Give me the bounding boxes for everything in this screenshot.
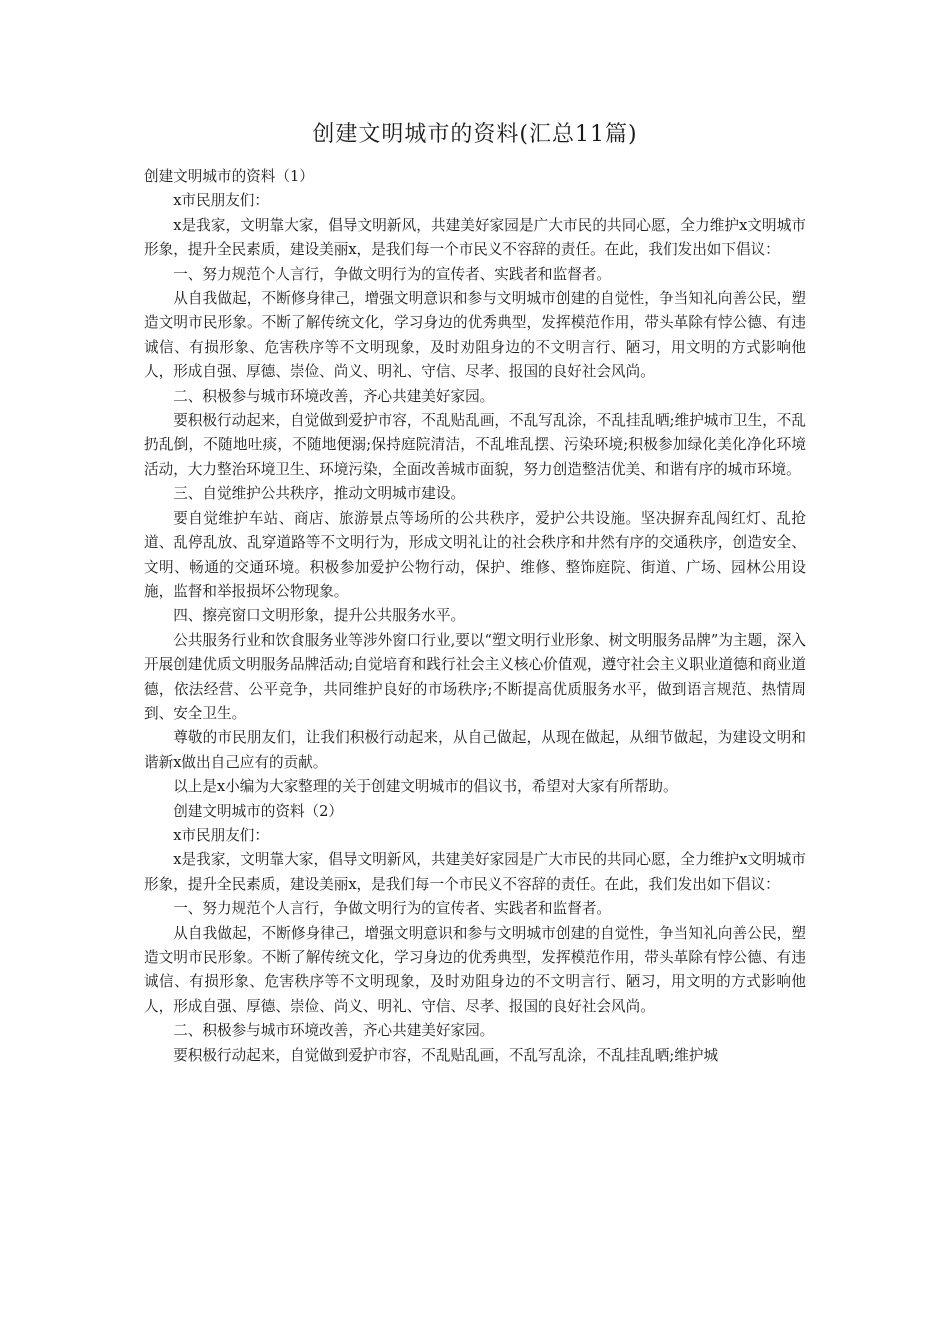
- document-paragraph: x是我家，文明靠大家，倡导文明新风，共建美好家园是广大市民的共同心愿，全力维护x文明城市形象，提升全民素质，建设美丽x，是我们每一个市民义不容辞的责任。在此，我们发出如下倡议：: [144, 216, 806, 259]
- document-paragraph: 以上是x小编为大家整理的关于创建文明城市的倡议书，希望对大家有所帮助。: [173, 778, 678, 796]
- document-body: [144, 165, 806, 1068]
- document-paragraph: 三、自觉维护公共秩序，推动文明城市建设。: [173, 485, 466, 503]
- document-paragraph: 二、积极参与城市环境改善，齐心共建美好家园。: [173, 387, 495, 405]
- document-paragraph: x市民朋友们：: [173, 192, 269, 210]
- document-title: 创建文明城市的资料(汇总11篇): [312, 122, 638, 147]
- document-paragraph: 尊敬的市民朋友们，让我们积极行动起来，从自己做起，从现在做起，从细节做起，为建设文明和谐新x做出自己应有的贡献。: [144, 729, 806, 771]
- document-paragraph: 一、努力规范个人言行，争做文明行为的宣传者、实践者和监督者。: [173, 265, 612, 283]
- document-paragraph: 要积极行动起来，自觉做到爱护市容，不乱贴乱画，不乱写乱涂，不乱挂乱晒;维护城市卫生，不乱扔乱倒，不随地吐痰，不随地便溺;保持庭院清洁，不乱堆乱摆、污染环境;积极参加绿化美化净化环境活动，大力整治环境卫生、环境污染，全面改善城市面貌，努力创造整洁优美、和谐有序的城市环境。: [144, 412, 806, 478]
- document-paragraph: 从自我做起，不断修身律己，增强文明意识和参与文明城市创建的自觉性，争当知礼向善公民，塑造文明市民形象。不断了解传统文化，学习身边的优秀典型，发挥模范作用，带头革除有悖公德、有违诚信、有损形象、危害秩序等不文明现象，及时劝阻身边的不文明言行、陋习，用文明的方式影响他人，形成自强、厚德、崇俭、尚义、明礼、守信、尽孝、报国的良好社会风尚。: [144, 290, 806, 381]
- document-paragraph: 公共服务行业和饮食服务业等涉外窗口行业,要以“塑文明行业形象、树文明服务品牌”为主题，深入开展创建优质文明服务品牌活动;自觉培育和践行社会主义核心价值观，遵守社会主义职业道德和商业道德，依法经营、公平竞争，共同维护良好的市场秩序;不断提高优质服务水平，做到语言规范、热情周到、安全卫生。: [144, 631, 806, 722]
- document-paragraph: 创建文明城市的资料（1）: [144, 168, 314, 185]
- document-paragraph: 创建文明城市的资料（2）: [173, 802, 344, 820]
- document-paragraph: 要积极行动起来，自觉做到爱护市容，不乱贴乱画，不乱写乱涂，不乱挂乱晒;维护城: [173, 1046, 719, 1064]
- document-paragraph: 要自觉维护车站、商店、旅游景点等场所的公共秩序，爱护公共设施。坚决摒弃乱闯红灯、乱抢道、乱停乱放、乱穿道路等不文明行为，形成文明礼让的社会秩序和井然有序的交通秩序，创造安全、文明、畅通的交通环境。积极参加爱护公物行动，保护、维修、整饰庭院、街道、广场、园林公用设施，监督和举报损坏公物现象。: [144, 509, 806, 600]
- document-paragraph: x是我家，文明靠大家，倡导文明新风，共建美好家园是广大市民的共同心愿，全力维护x文明城市形象，提升全民素质，建设美丽x，是我们每一个市民义不容辞的责任。在此，我们发出如下倡议：: [144, 851, 806, 893]
- document-paragraph: 从自我做起，不断修身律己，增强文明意识和参与文明城市创建的自觉性，争当知礼向善公民，塑造文明市民形象。不断了解传统文化，学习身边的优秀典型，发挥模范作用，带头革除有悖公德、有违诚信、有损形象、危害秩序等不文明现象，及时劝阻身边的不文明言行、陋习，用文明的方式影响他人，形成自强、厚德、崇俭、尚义、明礼、守信、尽孝、报国的良好社会风尚。: [144, 924, 806, 1015]
- document-paragraph: 一、努力规范个人言行，争做文明行为的宣传者、实践者和监督者。: [173, 900, 612, 918]
- document-paragraph: 二、积极参与城市环境改善，齐心共建美好家园。: [173, 1022, 495, 1040]
- document-paragraph: x市民朋友们：: [173, 826, 269, 844]
- document-paragraph: 四、擦亮窗口文明形象，提升公共服务水平。: [173, 607, 466, 625]
